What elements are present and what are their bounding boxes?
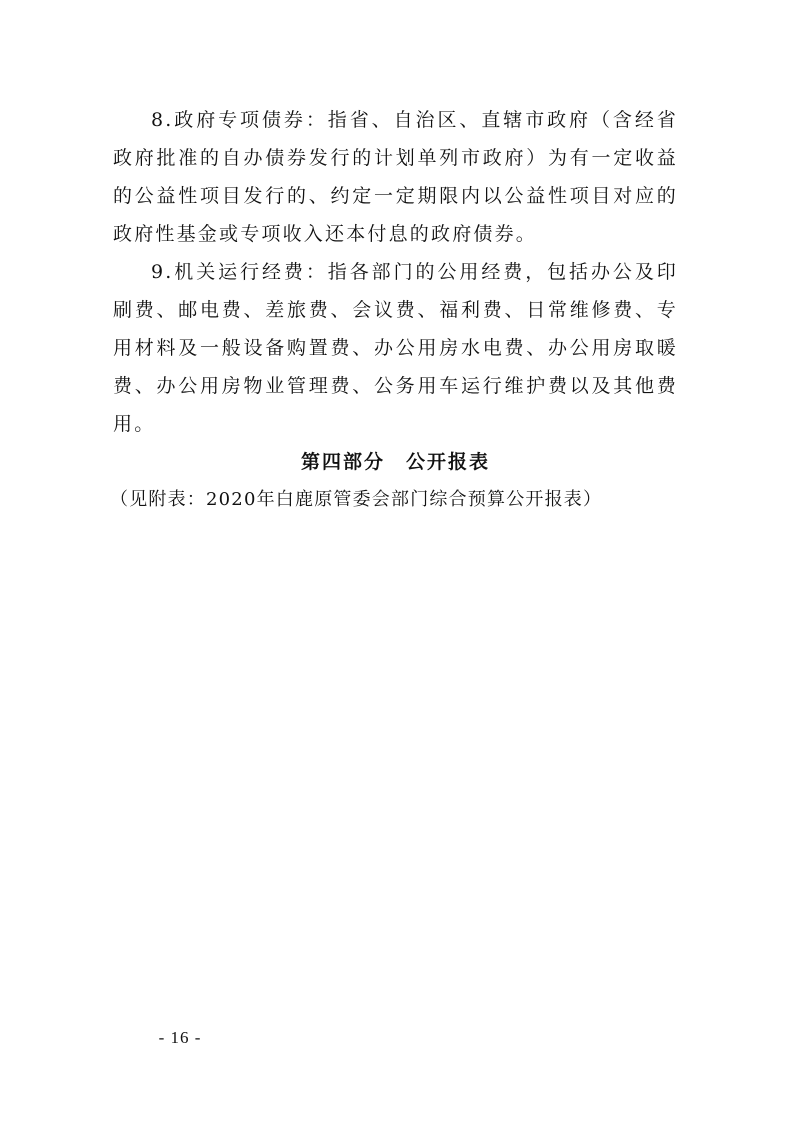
section-heading: 第四部分 公开报表 bbox=[300, 451, 490, 473]
document-body bbox=[110, 101, 678, 519]
paragraph-special-bonds: 8.政府专项债券：指省、自治区、直辖市政府（含经省政府批准的自办债券发行的计划单列市政府）为有一定收益的公益性项目发行的、约定一定期限内以公益性项目对应的政府性基金或专项收入还本付息的政府债券。 bbox=[113, 109, 678, 245]
paragraph-operating-expenses: 9.机关运行经费：指各部门的公用经费，包括办公及印刷费、邮电费、差旅费、会议费、福利费、日常维修费、专用材料及一般设备购置费、办公用房水电费、办公用房取暖费、办公用房物业管理费、公务用车运行维护费以及其他费用。 bbox=[113, 261, 678, 435]
page-number: - 16 - bbox=[158, 1028, 202, 1047]
attachment-note: （见附表：2020年白鹿原管委会部门综合预算公开报表） bbox=[110, 489, 603, 510]
